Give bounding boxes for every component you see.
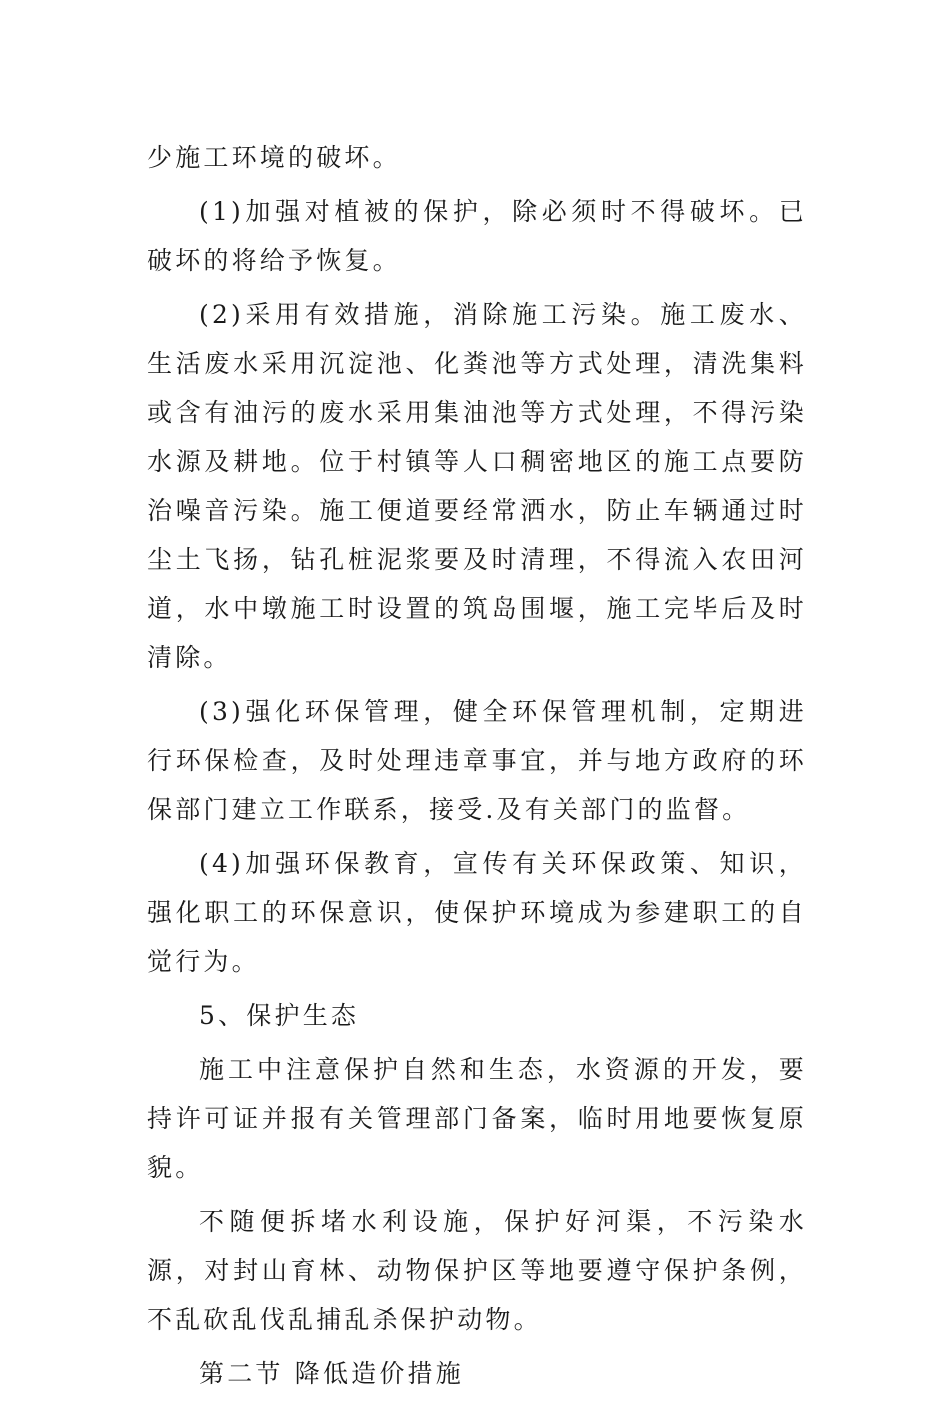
section-heading-cost-reduction: 第二节 降低造价措施 [199,1359,464,1388]
paragraph-item-1: (1)加强对植被的保护，除必须时不得破坏。已破坏的将给予恢复。 [147,197,807,275]
document-body [147,133,807,1403]
paragraph-ecology-1: 施工中注意保护自然和生态，水资源的开发，要持许可证并报有关管理部门备案，临时用地要恢复原貌。 [147,1055,807,1182]
paragraph-item-2: (2)采用有效措施，消除施工污染。施工废水、生活废水采用沉淀池、化粪池等方式处理，清洗集料或含有油污的废水采用集油池等方式处理，不得污染水源及耕地。位于村镇等人口稠密地区的施工点要防治噪音污染。施工便道要经常洒水，防止车辆通过时尘土飞扬，钻孔桩泥浆要及时清理，不得流入农田河道，水中墩施工时设置的筑岛围堰，施工完毕后及时清除。 [147,300,807,672]
paragraph-item-3: (3)强化环保管理，健全环保管理机制，定期进行环保检查，及时处理违章事宜，并与地方政府的环保部门建立工作联系，接受.及有关部门的监督。 [147,697,807,824]
paragraph-continuation: 少施工环境的破坏。 [147,143,401,172]
paragraph-item-4: (4)加强环保教育，宣传有关环保政策、知识，强化职工的环保意识，使保护环境成为参建职工的自觉行为。 [147,849,807,976]
paragraph-ecology-2: 不随便拆堵水利设施，保护好河渠，不污染水源，对封山育林、动物保护区等地要遵守保护条例，不乱砍乱伐乱捕乱杀保护动物。 [147,1207,807,1334]
section-heading-protect-ecology: 5、保护生态 [199,1001,360,1030]
